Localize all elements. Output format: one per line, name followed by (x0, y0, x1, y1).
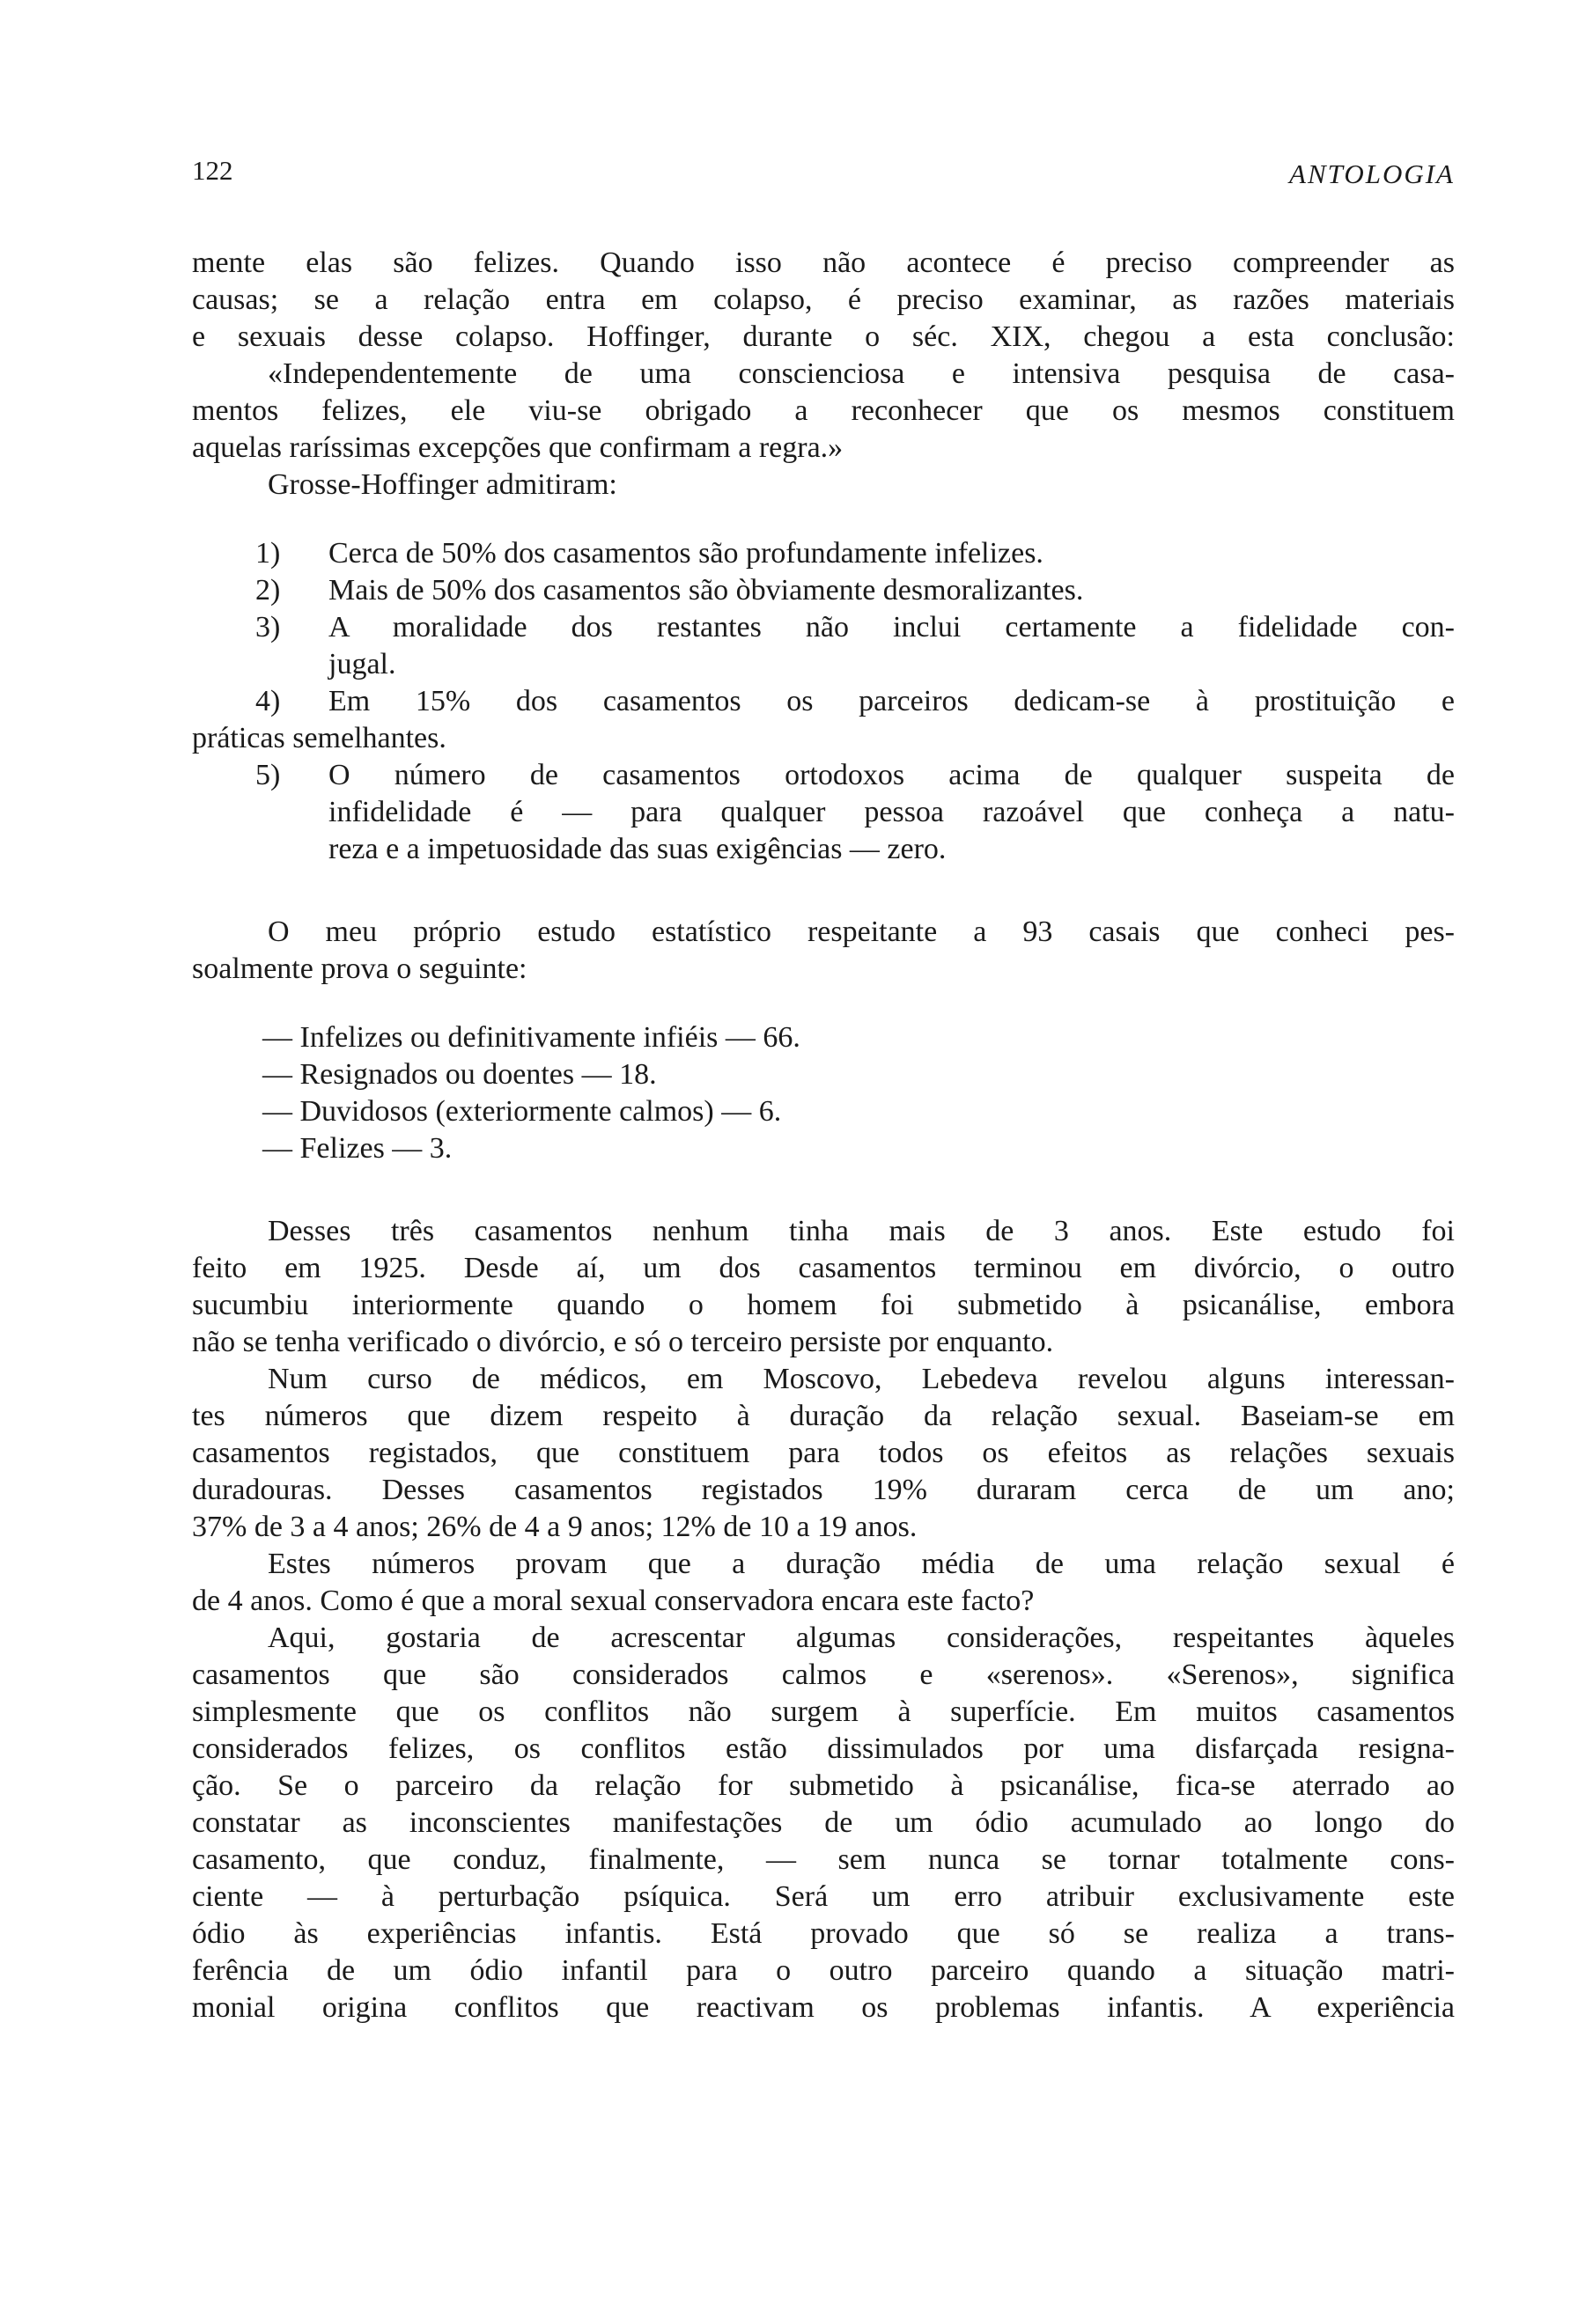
text-line: mente elas são felizes. Quando isso não acontece é preciso compreender as (192, 246, 1455, 279)
list-item (192, 609, 1455, 683)
spacer (192, 1167, 1455, 1213)
text-line: Aqui, gostaria de acrescentar algumas considerações, respeitantes àqueles (268, 1622, 1455, 1654)
text-line: Num curso de médicos, em Moscovo, Lebedeva revelou alguns interessan- (268, 1363, 1455, 1395)
text-line: de 4 anos. Como é que a moral sexual conservadora encara este facto? (192, 1585, 1035, 1617)
paragraph (192, 1620, 1455, 2026)
numbered-list (192, 535, 1455, 868)
text-line: causas; se a relação entra em colapso, é preciso examinar, as razões materiais (192, 283, 1455, 316)
text-line: duradouras. Desses casamentos registados 19% duraram cerca de um ano; (192, 1474, 1455, 1506)
list-item (192, 535, 1455, 572)
text-line: Em 15% dos casamentos os parceiros dedicam-se à prostituição e (328, 685, 1455, 717)
text-line: soalmente prova o seguinte: (192, 952, 527, 985)
text-line: ciente — à perturbação psíquica. Será um erro atribuir exclusivamente este (192, 1880, 1455, 1913)
text-line: casamentos que são considerados calmos e «serenos». «Serenos», significa (192, 1658, 1455, 1691)
paragraph (192, 1361, 1455, 1546)
text-line: 37% de 3 a 4 anos; 26% de 4 a 9 anos; 12% de 10 a 19 anos. (192, 1511, 918, 1543)
text-line: Estes números provam que a duração média de uma relação sexual é (268, 1548, 1455, 1580)
list-item: — Felizes — 3. (262, 1132, 453, 1165)
text-line: tes números que dizem respeito à duração da relação sexual. Baseiam-se em (192, 1400, 1455, 1432)
text-line: A moralidade dos restantes não inclui certamente a fidelidade con- (328, 611, 1455, 644)
text-line: ódio às experiências infantis. Está provado que só se realiza a trans- (192, 1917, 1455, 1950)
text-line: Cerca de 50% dos casamentos são profundamente infelizes. (328, 537, 1043, 570)
list-item: — Duvidosos (exteriormente calmos) — 6. (262, 1095, 782, 1128)
paragraph (192, 1213, 1455, 1361)
text-line: «Independentemente de uma conscienciosa e intensiva pesquisa de casa- (268, 357, 1455, 390)
text-line: sucumbiu interiormente quando o homem foi submetido à psicanálise, embora (192, 1289, 1455, 1321)
list-item (192, 757, 1455, 868)
text-line: monial origina conflitos que reactivam os problemas infantis. A experiência (192, 1991, 1455, 2024)
list-item: — Infelizes ou definitivamente infiéis — 66. (262, 1021, 800, 1054)
spacer (192, 868, 1455, 914)
list-item: — Resignados ou doentes — 18. (262, 1058, 657, 1091)
study-paragraph (192, 914, 1455, 988)
list-number: 5) (255, 759, 281, 791)
text-line: infidelidade é — para qualquer pessoa razoável que conheça a natu- (328, 796, 1455, 828)
text-line: jugal. (328, 648, 396, 680)
list-number: 3) (255, 611, 281, 644)
list-item (192, 572, 1455, 609)
text-line: reza e a impetuosidade das suas exigências — zero. (328, 833, 947, 865)
text-line: ção. Se o parceiro da relação for submetido à psicanálise, fica-se aterrado ao (192, 1769, 1455, 1802)
text-line: práticas semelhantes. (192, 722, 446, 754)
text-line: constatar as inconscientes manifestações de um ódio acumulado ao longo do (192, 1806, 1455, 1839)
page-body (192, 245, 1455, 2026)
text-line: Grosse-Hoffinger admitiram: (268, 468, 617, 501)
text-line: feito em 1925. Desde aí, um dos casamentos terminou em divórcio, o outro (192, 1252, 1455, 1284)
text-line: ferência de um ódio infantil para o outro parceiro quando a situação matri- (192, 1954, 1455, 1987)
text-line: mentos felizes, ele viu-se obrigado a reconhecer que os mesmos constituem (192, 394, 1455, 427)
list-number: 2) (255, 574, 281, 607)
text-line: não se tenha verificado o divórcio, e só o terceiro persiste por enquanto. (192, 1326, 1054, 1358)
page-number: 122 (192, 155, 233, 186)
text-line: O número de casamentos ortodoxos acima de qualquer suspeita de (328, 759, 1455, 791)
text-line: aquelas raríssimas excepções que confirmam a regra.» (192, 431, 844, 464)
text-line: casamento, que conduz, finalmente, — sem nunca se tornar totalmente cons- (192, 1843, 1455, 1876)
list-number: 4) (255, 685, 281, 717)
paragraph (192, 1546, 1455, 1620)
list-item (192, 683, 1455, 757)
text-line: e sexuais desse colapso. Hoffinger, durante o séc. XIX, chegou a esta conclusão: (192, 320, 1455, 353)
intro-paragraph (192, 245, 1455, 504)
text-line: simplesmente que os conflitos não surgem à superfície. Em muitos casamentos (192, 1695, 1455, 1728)
dash-list (192, 1019, 1455, 1167)
running-title: ANTOLOGIA (1289, 158, 1455, 189)
text-line: Mais de 50% dos casamentos são òbviamente desmoralizantes. (328, 574, 1084, 607)
text-line: Desses três casamentos nenhum tinha mais de 3 anos. Este estudo foi (268, 1215, 1455, 1247)
page-header (192, 155, 1455, 199)
text-line: considerados felizes, os conflitos estão dissimulados por uma disfarçada resigna- (192, 1732, 1455, 1765)
list-number: 1) (255, 537, 281, 570)
text-line: O meu próprio estudo estatístico respeitante a 93 casais que conheci pes- (268, 916, 1455, 948)
text-line: casamentos registados, que constituem para todos os efeitos as relações sexuais (192, 1437, 1455, 1469)
